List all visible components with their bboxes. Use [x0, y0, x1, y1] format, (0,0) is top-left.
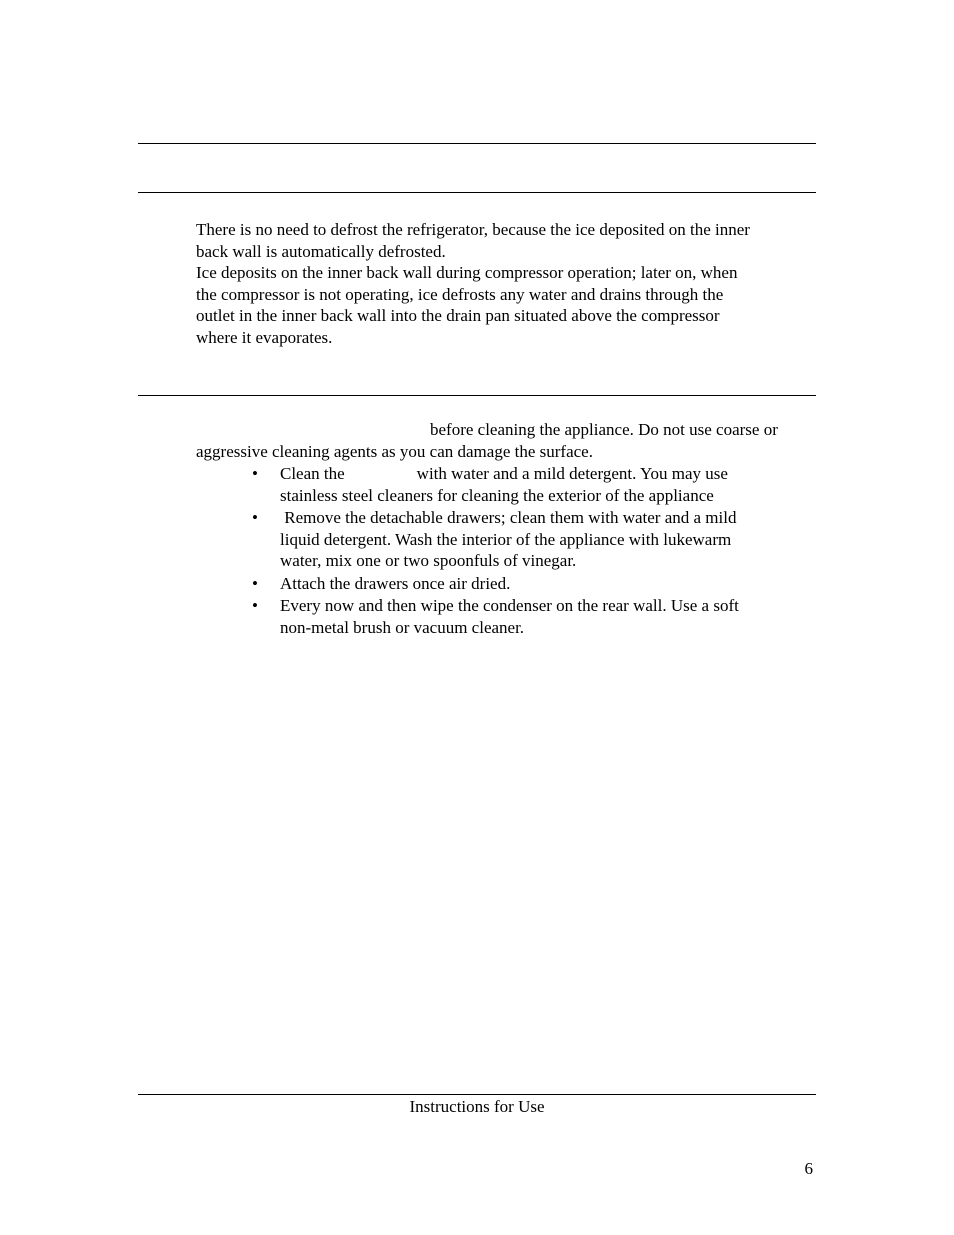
- header-rule-defrost: [138, 192, 816, 193]
- cleaning-intro-line: before cleaning the appliance. Do not use coarse or: [430, 420, 778, 439]
- cleaning-intro-line: aggressive cleaning agents as you can damage the surface.: [196, 441, 593, 461]
- defrost-line: where it evaporates.: [196, 327, 333, 347]
- page-number: 6: [804, 1159, 813, 1178]
- bullet-line: water, mix one or two spoonfuls of vinegar.: [280, 551, 577, 570]
- list-item: [196, 573, 816, 595]
- defrost-line: back wall is automatically defrosted.: [196, 241, 446, 261]
- section-rule-cleaning: [138, 395, 816, 396]
- header-rule-top: [138, 143, 816, 144]
- defrost-line: There is no need to defrost the refrigerator, because the ice deposited on the inner: [196, 220, 750, 239]
- footer-title: Instructions for Use: [409, 1097, 545, 1116]
- cleaning-intro: [196, 419, 816, 462]
- bullet-text: with water and a mild detergent. You may use: [416, 464, 728, 483]
- cleaning-bullet-list: [196, 463, 816, 639]
- bullet-line: Attach the drawers once air dried.: [280, 573, 511, 593]
- bullet-line: non-metal brush or vacuum cleaner.: [280, 617, 525, 637]
- defrost-line: outlet in the inner back wall into the drain pan situated above the compressor: [196, 306, 720, 325]
- bullet-line: Every now and then wipe the condenser on the rear wall. Use a soft: [280, 596, 739, 615]
- defrost-line: Ice deposits on the inner back wall during compressor operation; later on, when: [196, 263, 738, 282]
- bullet-line: liquid detergent. Wash the interior of the appliance with lukewarm: [280, 529, 732, 549]
- bullet-line: [280, 463, 816, 485]
- list-item: [196, 463, 816, 506]
- bullet-dot: •: [252, 573, 258, 593]
- footer-rule: [138, 1094, 816, 1095]
- bullet-text: Clean the: [280, 464, 345, 483]
- bullet-dot: •: [252, 596, 258, 615]
- defrost-line: the compressor is not operating, ice defrosts any water and drains through the: [196, 284, 724, 304]
- bullet-line: stainless steel cleaners for cleaning the exterior of the appliance: [280, 485, 714, 505]
- defrost-paragraph: [196, 219, 816, 348]
- list-item: [196, 595, 816, 638]
- bullet-dot: •: [252, 464, 258, 483]
- bullet-dot: •: [252, 508, 258, 527]
- list-item: [196, 507, 816, 572]
- bullet-line: Remove the detachable drawers; clean them with water and a mild: [280, 508, 737, 527]
